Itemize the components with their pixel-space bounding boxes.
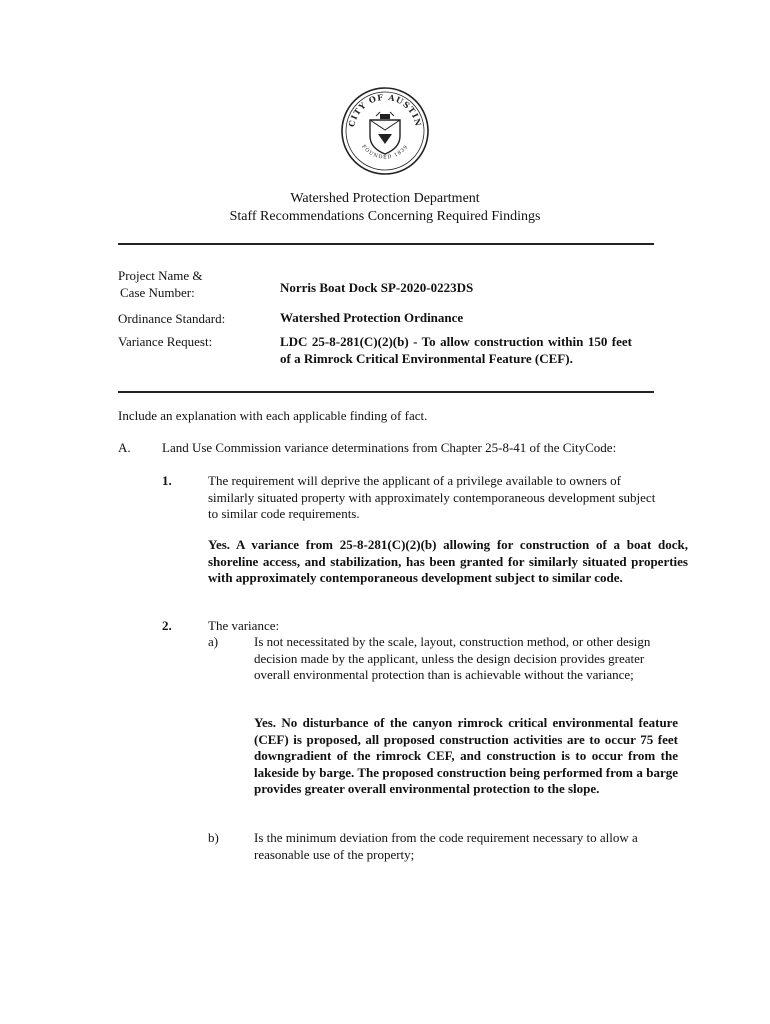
- item2b-text: Is the minimum deviation from the code requirement necessary to allow a reasonable use of the property;: [254, 830, 638, 862]
- project-value: Norris Boat Dock SP-2020-0223DS: [280, 280, 474, 295]
- item2-number: 2.: [162, 618, 172, 633]
- item1-text: The requirement will deprive the applicant of a privilege available to owners of similarly situated property with approximately contemporaneous development subject to similar code requirements.: [208, 473, 656, 521]
- item2a-response: Yes. No disturbance of the canyon rimrock critical environmental feature (CEF) is proposed, all proposed construction activities are to occur 75 feet downgradient of the rimrock CEF, and construction is to occur from the lakeside by barge. The proposed construction being performed from a barge provides greater overall environmental protection to the slope.: [254, 715, 678, 796]
- variance-value: LDC 25-8-281(C)(2)(b) - To allow construction within 150 feet of a Rimrock Critical Environmental Feature (CEF).: [280, 334, 632, 366]
- top-divider: [118, 243, 654, 245]
- item2a-text: Is not necessitated by the scale, layout, construction method, or other design decision made by the applicant, unless the design decision provides greater overall environmental protection than is achievable without the variance;: [254, 634, 651, 682]
- ordinance-value: Watershed Protection Ordinance: [280, 310, 464, 325]
- item2a-letter: a): [208, 634, 219, 649]
- seal-bottom-text: FOUNDED 1839: [360, 143, 410, 161]
- item2b-letter: b): [208, 830, 219, 845]
- project-label-line1: Project Name &: [118, 268, 203, 283]
- section-a-text: Land Use Commission variance determinations from Chapter 25-8-41 of the CityCode:: [162, 440, 617, 455]
- item1-number: 1.: [162, 473, 172, 488]
- bottom-divider: [118, 391, 654, 393]
- city-of-austin-seal: [340, 86, 430, 176]
- department-title: Watershed Protection Department: [290, 191, 480, 206]
- ordinance-label: Ordinance Standard:: [118, 311, 226, 326]
- seal-top-text: CITY OF AUSTIN: [346, 91, 424, 128]
- section-a-letter: A.: [118, 440, 131, 455]
- item1-response: Yes. A variance from 25-8-281(C)(2)(b) allowing for construction of a boat dock, shoreline access, and stabilization, has been granted for similarly situated properties with approximately contemporaneous development subject to similar code.: [208, 537, 688, 585]
- item2-intro: The variance:: [208, 618, 280, 633]
- intro-text: Include an explanation with each applicable finding of fact.: [118, 408, 428, 423]
- document-subtitle: Staff Recommendations Concerning Required Findings: [229, 209, 541, 224]
- variance-label: Variance Request:: [118, 334, 213, 349]
- project-label-line2: Case Number:: [120, 285, 195, 300]
